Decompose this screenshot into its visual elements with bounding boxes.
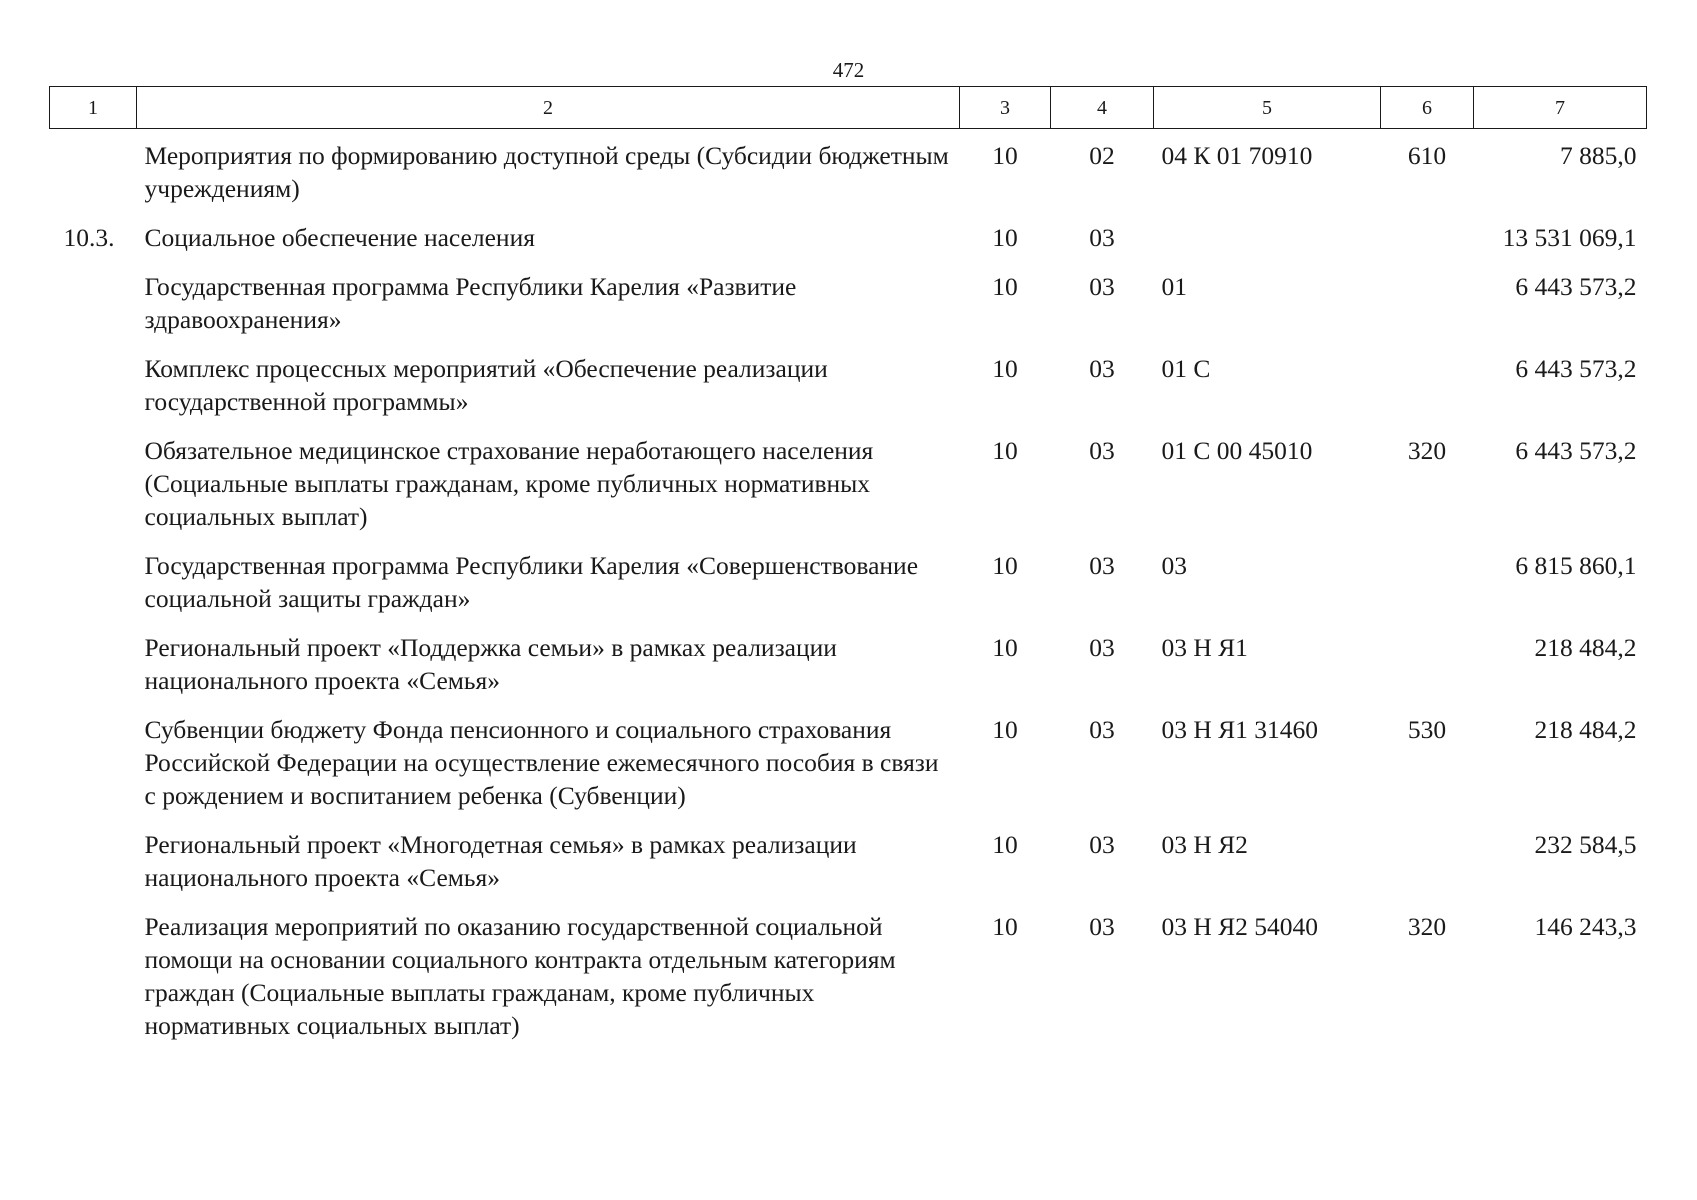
row-section: 10 [992, 272, 1018, 301]
row-name: Комплекс процессных мероприятий «Обеспечение реализации государственной программы» [144, 354, 828, 416]
row-name: Реализация мероприятий по оказанию государственной социальной помощи на основании социального контракта отдельным категориям граждан (Социальные выплаты гражданам, кроме публичных нормативных социальных выплат) [144, 912, 896, 1040]
table-row [50, 262, 1647, 344]
row-expense-type [1381, 262, 1474, 344]
row-section: 10 [992, 830, 1018, 859]
row-amount: 146 243,3 [1534, 912, 1637, 941]
row-target-code: 01 [1161, 272, 1187, 301]
row-expense-type: 320 [1407, 436, 1447, 465]
column-header: 1 [50, 87, 137, 129]
row-subsection: 03 [1089, 354, 1115, 383]
row-number [50, 344, 137, 426]
row-amount: 7 885,0 [1560, 141, 1637, 170]
row-number [50, 902, 137, 1050]
row-amount: 6 443 573,2 [1515, 272, 1637, 301]
row-number [50, 541, 137, 623]
row-target-code: 03 Н Я2 54040 [1161, 912, 1319, 941]
row-amount: 218 484,2 [1534, 715, 1637, 744]
row-number [50, 623, 137, 705]
row-target-code: 03 [1161, 551, 1187, 580]
row-number [50, 820, 137, 902]
row-number: 10.3. [63, 223, 115, 252]
row-expense-type [1381, 344, 1474, 426]
row-expense-type [1381, 541, 1474, 623]
table-row [50, 705, 1647, 820]
table-row [50, 129, 1647, 214]
row-number [50, 262, 137, 344]
row-number [50, 705, 137, 820]
column-header: 2 [137, 87, 960, 129]
row-subsection: 03 [1089, 272, 1115, 301]
column-header: 5 [1154, 87, 1381, 129]
row-name: Государственная программа Республики Карелия «Совершенствование социальной защиты граждан» [144, 551, 919, 613]
budget-table [49, 86, 1647, 1050]
table-row [50, 623, 1647, 705]
row-section: 10 [992, 436, 1018, 465]
row-target-code: 03 Н Я2 [1161, 830, 1248, 859]
table-row [50, 213, 1647, 262]
row-amount: 218 484,2 [1534, 633, 1637, 662]
row-section: 10 [992, 912, 1018, 941]
column-header: 4 [1051, 87, 1154, 129]
row-subsection: 03 [1089, 912, 1115, 941]
row-subsection: 02 [1089, 141, 1115, 170]
table-row [50, 344, 1647, 426]
row-target-code [1154, 213, 1381, 262]
column-header: 6 [1381, 87, 1474, 129]
row-subsection: 03 [1089, 633, 1115, 662]
row-name: Обязательное медицинское страхование неработающего населения (Социальные выплаты гражданам, кроме публичных нормативных социальных выплат) [144, 436, 874, 531]
row-amount: 6 443 573,2 [1515, 436, 1637, 465]
row-name: Социальное обеспечение населения [144, 223, 535, 252]
row-name: Региональный проект «Поддержка семьи» в рамках реализации национального проекта «Семья» [144, 633, 837, 695]
row-subsection: 03 [1089, 223, 1115, 252]
row-target-code: 03 Н Я1 31460 [1161, 715, 1319, 744]
row-section: 10 [992, 354, 1018, 383]
row-expense-type: 610 [1407, 141, 1447, 170]
row-name: Мероприятия по формированию доступной среды (Субсидии бюджетным учреждениям) [144, 141, 949, 203]
row-expense-type: 530 [1407, 715, 1447, 744]
row-expense-type [1381, 623, 1474, 705]
row-subsection: 03 [1089, 436, 1115, 465]
column-header: 3 [960, 87, 1051, 129]
row-name: Субвенции бюджету Фонда пенсионного и социального страхования Российской Федерации на осуществление ежемесячного пособия в связи с рождением и воспитанием ребенка (Субвенции) [144, 715, 939, 810]
page-number: 472 [832, 58, 865, 82]
table-header-row [50, 87, 1647, 129]
row-section: 10 [992, 633, 1018, 662]
row-number [50, 426, 137, 541]
row-target-code: 03 Н Я1 [1161, 633, 1248, 662]
row-subsection: 03 [1089, 715, 1115, 744]
table-row [50, 426, 1647, 541]
row-target-code: 04 К 01 70910 [1161, 141, 1313, 170]
row-section: 10 [992, 715, 1018, 744]
row-amount: 6 815 860,1 [1515, 551, 1637, 580]
row-name: Государственная программа Республики Карелия «Развитие здравоохранения» [144, 272, 797, 334]
column-header: 7 [1474, 87, 1647, 129]
row-section: 10 [992, 551, 1018, 580]
row-name: Региональный проект «Многодетная семья» в рамках реализации национального проекта «Семья» [144, 830, 857, 892]
row-subsection: 03 [1089, 551, 1115, 580]
row-subsection: 03 [1089, 830, 1115, 859]
row-amount: 13 531 069,1 [1502, 223, 1637, 252]
row-expense-type: 320 [1407, 912, 1447, 941]
table-row [50, 902, 1647, 1050]
row-expense-type [1381, 820, 1474, 902]
row-number [50, 129, 137, 214]
row-expense-type [1381, 213, 1474, 262]
row-amount: 232 584,5 [1534, 830, 1637, 859]
table-row [50, 541, 1647, 623]
row-amount: 6 443 573,2 [1515, 354, 1637, 383]
row-target-code: 01 С [1161, 354, 1211, 383]
row-target-code: 01 С 00 45010 [1161, 436, 1313, 465]
row-section: 10 [992, 223, 1018, 252]
table-row [50, 820, 1647, 902]
row-section: 10 [992, 141, 1018, 170]
